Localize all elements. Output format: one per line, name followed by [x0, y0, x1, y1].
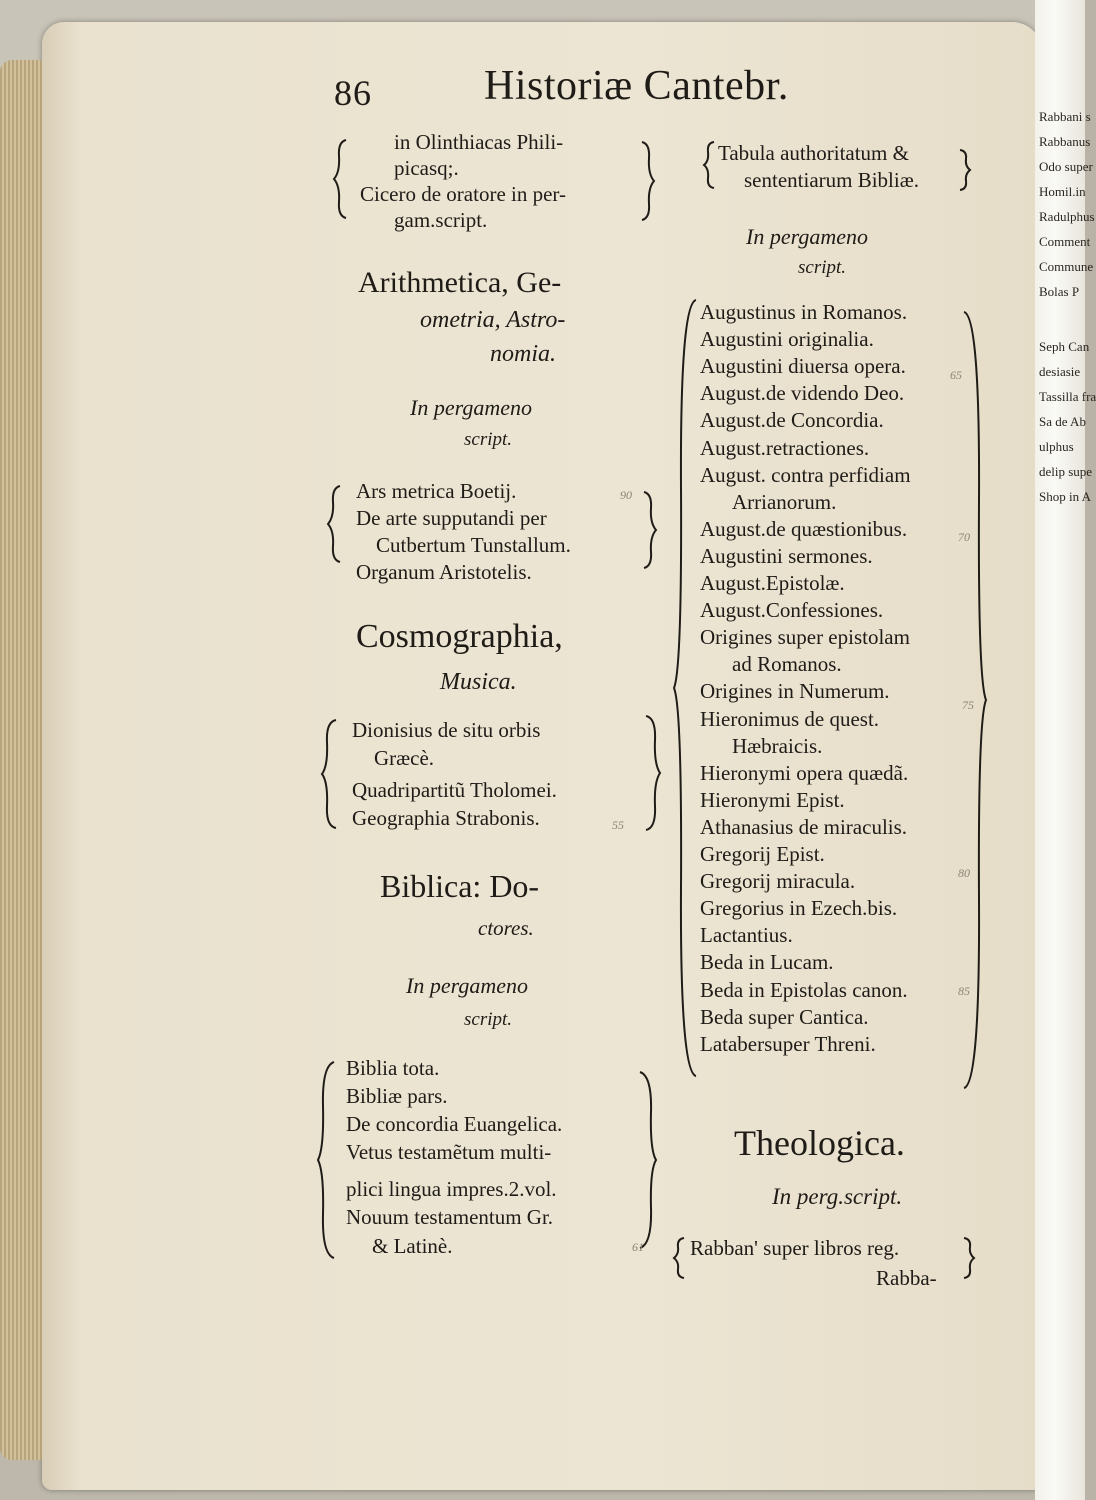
list-item: Hieronimus de quest. — [700, 707, 880, 731]
section-heading: ometria, Astro- — [420, 307, 566, 333]
page-edges — [0, 60, 42, 1460]
list-item: Dionisius de situ orbis — [352, 718, 541, 742]
brace-right — [638, 1070, 658, 1250]
list-item: Organum Aristotelis. — [356, 560, 532, 584]
list-item: Rabban' super libros reg. — [690, 1236, 900, 1260]
subheading: script. — [464, 429, 513, 450]
brace-right — [962, 1236, 976, 1280]
list-item: Hieronymi Epist. — [700, 788, 845, 812]
margin-number: 80 — [958, 866, 970, 880]
list-item: Augustinus in Romanos. — [700, 300, 908, 324]
margin-number: 75 — [962, 698, 974, 712]
text-line: in Olinthiacas Phili- — [394, 130, 564, 154]
text-line: Tabula authoritatum & — [718, 141, 909, 165]
subheading: In pergameno — [746, 224, 868, 249]
list-item: Beda in Epistolas canon. — [700, 978, 908, 1002]
subheading: script. — [798, 257, 847, 278]
list-item: De concordia Euangelica. — [346, 1112, 563, 1136]
section-heading: Arithmetica, Ge- — [358, 266, 562, 299]
list-item: Græcè. — [374, 746, 435, 770]
list-item: August.de Concordia. — [700, 408, 884, 432]
list-item: Arrianorum. — [732, 490, 837, 514]
list-item: Vetus testamẽtum multi- — [346, 1140, 552, 1164]
list-item: August.de videndo Deo. — [700, 381, 905, 405]
list-item: ad Romanos. — [732, 652, 842, 676]
text-line: sententiarum Bibliæ. — [744, 168, 919, 192]
list-item: Geographia Strabonis. — [352, 806, 540, 830]
margin-number: 90 — [620, 488, 632, 502]
brace-right — [958, 148, 972, 192]
list-item: Beda super Cantica. — [700, 1005, 869, 1029]
list-item: Nouum testamentum Gr. — [346, 1205, 554, 1229]
section-heading: Musica. — [440, 669, 517, 695]
list-item: August.de quæstionibus. — [700, 517, 908, 541]
list-item: Ars metrica Boetij. — [356, 479, 517, 503]
section-heading: Biblica: Do- — [380, 868, 540, 904]
margin-number: 65 — [950, 368, 962, 382]
section-heading: ctores. — [478, 916, 534, 940]
brace-left — [316, 1060, 336, 1260]
brace-right — [644, 714, 662, 832]
brace-left — [672, 1236, 686, 1280]
list-item: & Latinè. — [372, 1234, 453, 1258]
list-item: Augustini sermones. — [700, 544, 873, 568]
list-item: Beda in Lucam. — [700, 950, 834, 974]
brace-left — [320, 718, 338, 830]
list-item: De arte supputandi per — [356, 506, 547, 530]
brace-left — [672, 298, 698, 1078]
margin-number: 55 — [612, 818, 624, 832]
list-item: Cutbertum Tunstallum. — [376, 533, 571, 557]
brace-left — [702, 140, 716, 190]
list-item: Hæbraicis. — [732, 734, 823, 758]
margin-number: 85 — [958, 984, 970, 998]
list-item: Origines super epistolam — [700, 625, 910, 649]
list-item: Gregorij miracula. — [700, 869, 856, 893]
list-item: Biblia tota. — [346, 1056, 440, 1080]
text-line: Cicero de oratore in per- — [360, 182, 566, 206]
running-title: Historiæ Cantebr. — [484, 63, 789, 109]
list-item: Lactantius. — [700, 923, 793, 947]
text-line: picasq;. — [394, 156, 459, 180]
list-item: August.Epistolæ. — [700, 571, 845, 595]
list-item: Bibliæ pars. — [346, 1084, 448, 1108]
list-item: Gregorij Epist. — [700, 842, 825, 866]
subheading: In pergameno — [410, 395, 532, 420]
list-item: plici lingua impres.2.vol. — [346, 1177, 557, 1201]
list-item: Rabba- — [876, 1266, 937, 1290]
subheading: script. — [464, 1009, 513, 1030]
text-line: gam.script. — [394, 208, 488, 232]
list-item: Augustini diuersa opera. — [700, 354, 906, 378]
list-item: Gregorius in Ezech.bis. — [700, 896, 898, 920]
margin-number: 61 — [632, 1240, 644, 1254]
list-item: August.retractiones. — [700, 436, 870, 460]
brace-left — [326, 484, 342, 564]
facing-page: Rabbani s Rabbanus Odo super Homil.in Radulphus Comment Commune Bolas P Seph Can desiasie Tassilla fra Sa de Ab ulphus delip supe Shop in A — [1035, 0, 1085, 1500]
brace-right — [640, 140, 656, 222]
list-item: Athanasius de miraculis. — [700, 815, 908, 839]
margin-number: 70 — [958, 530, 970, 544]
subheading: In pergameno — [406, 973, 528, 998]
list-item: August.Confessiones. — [700, 598, 884, 622]
list-item: August. contra perfidiam — [700, 463, 911, 487]
brace-right — [642, 490, 658, 570]
section-heading: nomia. — [490, 341, 556, 367]
list-item: Augustini originalia. — [700, 327, 874, 351]
page-number: 86 — [334, 73, 372, 113]
subheading: In perg.script. — [772, 1184, 903, 1209]
list-item: Origines in Numerum. — [700, 679, 890, 703]
section-heading: Theologica. — [734, 1123, 905, 1163]
section-heading: Cosmographia, — [356, 618, 563, 655]
brace-left — [332, 138, 348, 220]
list-item: Latabersuper Threni. — [700, 1032, 876, 1056]
list-item: Quadripartitũ Tholomei. — [352, 778, 557, 802]
list-item: Hieronymi opera quædã. — [700, 761, 909, 785]
